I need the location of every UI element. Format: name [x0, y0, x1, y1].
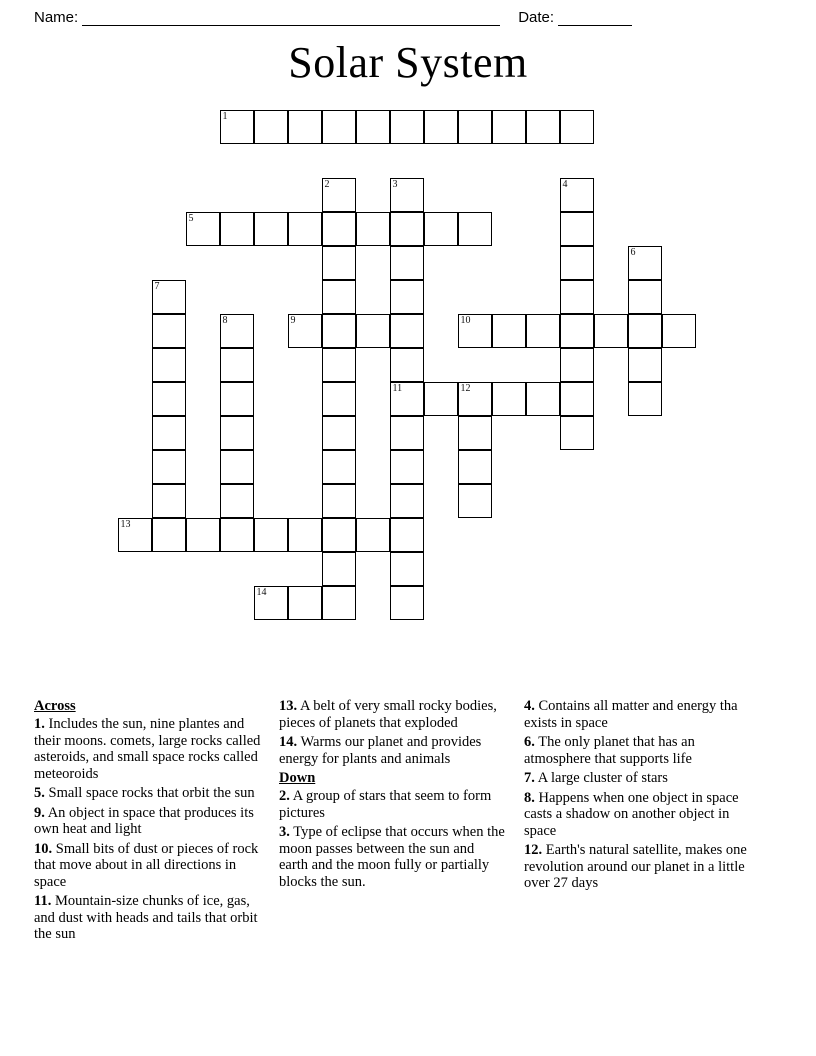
- grid-cell[interactable]: [560, 416, 594, 450]
- grid-cell[interactable]: [322, 212, 356, 246]
- grid-cell[interactable]: [458, 212, 492, 246]
- clue-column-2: [279, 698, 524, 998]
- clue-text: Small space rocks that orbit the sun: [44, 785, 255, 801]
- clue-number: 13.: [279, 698, 298, 714]
- clue-text: A belt of very small rocky bodies, pieces of planets that exploded: [279, 698, 497, 731]
- clue-text: Small bits of dust or pieces of rock that move about in all directions in space: [34, 840, 259, 890]
- grid-cell[interactable]: [526, 110, 560, 144]
- grid-cell-number: 14: [256, 587, 267, 598]
- grid-cell[interactable]: [220, 484, 254, 518]
- grid-cell[interactable]: [254, 110, 288, 144]
- grid-cell[interactable]: [424, 382, 458, 416]
- grid-cell[interactable]: [152, 450, 186, 484]
- grid-cell[interactable]: [628, 348, 662, 382]
- clue-number: 5.: [34, 785, 45, 801]
- clue-item-across-5: [34, 785, 261, 802]
- clue-item-across-11: [34, 893, 261, 943]
- grid-cell[interactable]: [390, 110, 424, 144]
- grid-cell[interactable]: [152, 382, 186, 416]
- grid-cell[interactable]: [322, 246, 356, 280]
- clue-number: 9.: [34, 804, 45, 821]
- grid-cell[interactable]: [560, 280, 594, 314]
- grid-cell-number: 8: [222, 315, 228, 326]
- grid-cell[interactable]: [152, 416, 186, 450]
- grid-cell[interactable]: [526, 314, 560, 348]
- clue-column-1: [34, 698, 279, 998]
- grid-cell[interactable]: [322, 382, 356, 416]
- grid-cell[interactable]: [628, 314, 662, 348]
- clue-text: A group of stars that seem to form pictures: [279, 788, 492, 821]
- clue-text: Includes the sun, nine plantes and their moons. comets, large rocks called asteroids, and small space rocks called meteoroids: [34, 716, 261, 782]
- clue-text: Earth's natural satellite, makes one revolution around our planet in a little over 27 days: [524, 842, 747, 891]
- grid-cell-number: 12: [460, 383, 471, 394]
- grid-cell[interactable]: [322, 110, 356, 144]
- grid-cell[interactable]: [390, 178, 424, 212]
- grid-cell[interactable]: [220, 416, 254, 450]
- clue-number: 2.: [279, 788, 290, 804]
- grid-cell[interactable]: [152, 280, 186, 314]
- grid-cell[interactable]: [288, 518, 322, 552]
- grid-cell-number: 2: [324, 179, 330, 190]
- grid-cell[interactable]: [390, 212, 424, 246]
- grid-cell[interactable]: [560, 212, 594, 246]
- grid-cell[interactable]: [322, 484, 356, 518]
- grid-cell[interactable]: [322, 314, 356, 348]
- grid-cell[interactable]: [118, 518, 152, 552]
- clue-item-down-12: [524, 842, 751, 892]
- grid-cell[interactable]: [390, 280, 424, 314]
- grid-cell[interactable]: [288, 212, 322, 246]
- grid-cell[interactable]: [492, 110, 526, 144]
- grid-cell[interactable]: [560, 382, 594, 416]
- clue-item-across-10: [34, 841, 261, 891]
- grid-cell[interactable]: [424, 110, 458, 144]
- grid-cell[interactable]: [322, 518, 356, 552]
- grid-cell[interactable]: [152, 484, 186, 518]
- grid-cell[interactable]: [322, 450, 356, 484]
- grid-cell[interactable]: [390, 314, 424, 348]
- clue-item-down-4: [524, 698, 751, 731]
- grid-cell[interactable]: [390, 586, 424, 620]
- grid-cell-number: 1: [222, 111, 228, 122]
- page-title: Solar System: [288, 38, 528, 87]
- grid-cell[interactable]: [458, 110, 492, 144]
- clue-number: 1.: [34, 716, 45, 732]
- clue-text: Type of eclipse that occurs when the moon passes between the sun and earth and the moon fully or partially blocks the sun.: [279, 824, 505, 890]
- grid-cell-number: 4: [562, 179, 568, 190]
- clue-item-down-7: [524, 770, 751, 787]
- clue-number: 14.: [279, 734, 298, 750]
- grid-cell[interactable]: [322, 416, 356, 450]
- across-heading: Across: [34, 698, 76, 714]
- clue-text: The only planet that has an atmosphere that supports life: [524, 734, 695, 767]
- grid-cell[interactable]: [220, 314, 254, 348]
- grid-cell[interactable]: [220, 450, 254, 484]
- grid-cell[interactable]: [390, 450, 424, 484]
- clue-item-down-3: [279, 824, 506, 890]
- grid-cell[interactable]: [560, 314, 594, 348]
- grid-cell[interactable]: [220, 110, 254, 144]
- grid-cell[interactable]: [220, 518, 254, 552]
- clue-text: Warms our planet and provides energy for plants and animals: [279, 734, 482, 767]
- grid-cell[interactable]: [560, 178, 594, 212]
- grid-cell[interactable]: [424, 212, 458, 246]
- grid-cell[interactable]: [390, 348, 424, 382]
- grid-cell[interactable]: [254, 518, 288, 552]
- clue-column-3: [524, 698, 769, 998]
- grid-cell[interactable]: [322, 280, 356, 314]
- clue-item-across-1: [34, 716, 261, 782]
- clue-number: 10.: [34, 840, 53, 857]
- grid-cell[interactable]: [628, 246, 662, 280]
- grid-cell-number: 11: [392, 383, 403, 394]
- grid-cell[interactable]: [628, 280, 662, 314]
- grid-cell[interactable]: [390, 518, 424, 552]
- grid-cell[interactable]: [356, 518, 390, 552]
- grid-cell[interactable]: [220, 212, 254, 246]
- grid-cell-number: 3: [392, 179, 398, 190]
- grid-cell-number: 13: [120, 519, 131, 530]
- clue-number: 4.: [524, 698, 535, 714]
- clue-text: Mountain-size chunks of ice, gas, and dust with heads and tails that orbit the sun: [34, 893, 258, 942]
- grid-cell[interactable]: [186, 212, 220, 246]
- grid-cell[interactable]: [560, 348, 594, 382]
- grid-cell[interactable]: [492, 382, 526, 416]
- grid-cell-number: 7: [154, 281, 160, 292]
- grid-cell[interactable]: [662, 314, 696, 348]
- date-label: Date:: [518, 9, 555, 26]
- grid-cell[interactable]: [152, 518, 186, 552]
- grid-cell[interactable]: [322, 178, 356, 212]
- clue-number: 12.: [524, 842, 543, 858]
- grid-cell[interactable]: [288, 110, 322, 144]
- grid-cell[interactable]: [254, 212, 288, 246]
- grid-cell[interactable]: [390, 552, 424, 586]
- grid-cell[interactable]: [594, 314, 628, 348]
- grid-cell[interactable]: [390, 416, 424, 450]
- grid-cell[interactable]: [220, 348, 254, 382]
- grid-cell[interactable]: [458, 382, 492, 416]
- grid-cell[interactable]: [322, 348, 356, 382]
- clue-number: 3.: [279, 824, 290, 840]
- clue-number: 6.: [524, 734, 535, 750]
- clue-text: Contains all matter and energy tha exists in space: [524, 698, 738, 731]
- clue-text: An object in space that produces its own heat and light: [34, 804, 254, 837]
- grid-cell[interactable]: [220, 382, 254, 416]
- grid-cell-number: 10: [460, 315, 471, 326]
- grid-cell[interactable]: [356, 110, 390, 144]
- clue-item-down-8: [524, 790, 751, 840]
- grid-cell[interactable]: [458, 416, 492, 450]
- clue-text: Happens when one object in space casts a shadow on another object in space: [524, 789, 739, 839]
- grid-cell[interactable]: [322, 552, 356, 586]
- grid-cell[interactable]: [526, 382, 560, 416]
- grid-cell[interactable]: [186, 518, 220, 552]
- grid-cell[interactable]: [356, 314, 390, 348]
- grid-cell-number: 9: [290, 315, 296, 326]
- grid-cell[interactable]: [288, 314, 322, 348]
- grid-cell[interactable]: [288, 586, 322, 620]
- down-heading: Down: [279, 770, 316, 786]
- clue-item-across-14: [279, 734, 506, 767]
- clue-number: 11.: [34, 893, 52, 909]
- clue-section: [0, 698, 816, 998]
- grid-cell-number: 5: [188, 213, 194, 224]
- grid-cell[interactable]: [458, 450, 492, 484]
- clue-item-across-9: [34, 805, 261, 838]
- clue-text: A large cluster of stars: [534, 770, 668, 786]
- clue-number: 8.: [524, 789, 535, 806]
- clue-item-down-6: [524, 734, 751, 767]
- grid-cell[interactable]: [390, 484, 424, 518]
- grid-cell[interactable]: [152, 314, 186, 348]
- grid-cell[interactable]: [560, 246, 594, 280]
- clue-number: 7.: [524, 770, 535, 786]
- grid-cell[interactable]: [628, 382, 662, 416]
- grid-cell[interactable]: [322, 586, 356, 620]
- grid-cell[interactable]: [254, 586, 288, 620]
- grid-cell[interactable]: [492, 314, 526, 348]
- grid-cell[interactable]: [390, 382, 424, 416]
- grid-cell[interactable]: [560, 110, 594, 144]
- clue-item-down-2: [279, 788, 506, 821]
- grid-cell[interactable]: [356, 212, 390, 246]
- grid-cell-number: 6: [630, 247, 636, 258]
- grid-cell[interactable]: [390, 246, 424, 280]
- grid-cell[interactable]: [458, 314, 492, 348]
- clue-item-across-13: [279, 698, 506, 731]
- name-label: Name:: [34, 9, 79, 26]
- grid-cell[interactable]: [152, 348, 186, 382]
- grid-cell[interactable]: [458, 484, 492, 518]
